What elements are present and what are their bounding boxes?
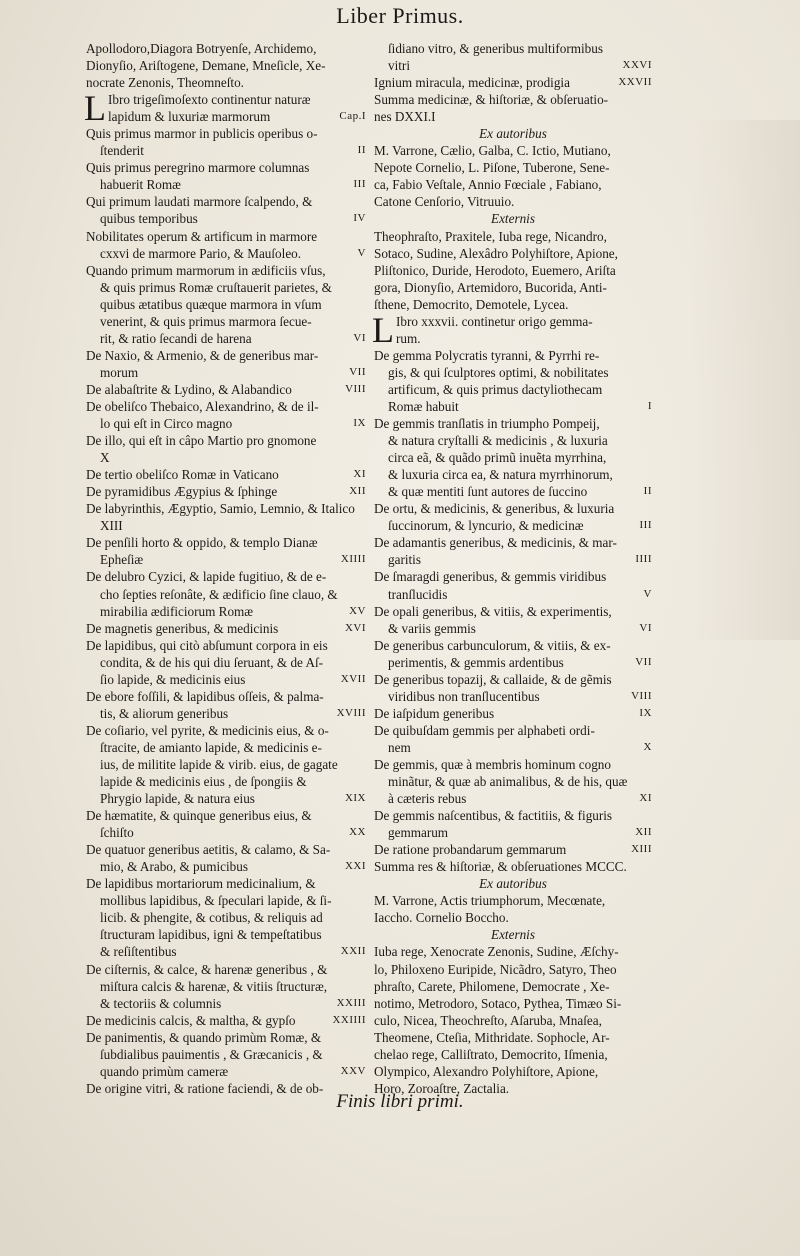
toc-line — [374, 858, 652, 875]
line-text: quibus temporibus — [100, 211, 198, 227]
line-text: vitri — [388, 58, 410, 74]
line-text: Qui primum laudati marmore ſcalpendo, & — [86, 194, 313, 210]
toc-line — [86, 568, 366, 585]
toc-line — [374, 688, 652, 705]
toc-line — [86, 142, 366, 159]
line-text: ius, de militite lapide & virib. eius, de gagate — [100, 756, 338, 772]
toc-line — [86, 1029, 366, 1046]
line-text: miſtura calcis & harenæ, & vitiis ſtructuræ, — [100, 978, 328, 994]
line-text: Ignium miracula, medicinæ, prodigia — [374, 75, 570, 91]
toc-line — [86, 909, 366, 926]
toc-line — [374, 466, 652, 483]
toc-line — [86, 654, 366, 671]
right-column — [374, 40, 652, 1097]
toc-line — [86, 926, 366, 943]
toc-line — [374, 500, 652, 517]
chapter-number: XII — [635, 826, 652, 839]
line-text: circa eã, & quãdo primũ inuẽta myrrhina, — [388, 450, 607, 466]
toc-line — [86, 671, 366, 688]
line-text: à cæteris rebus — [388, 791, 467, 807]
line-text: Ibro trigeſimoſexto continentur naturæ — [108, 92, 311, 108]
line-text: Pliſtonico, Duride, Herodoto, Euemero, Ariſta — [374, 262, 616, 278]
toc-line — [374, 620, 652, 637]
chapter-number: XXVII — [618, 76, 652, 89]
line-text: De generibus topazij, & callaide, & de gẽmis — [374, 671, 612, 687]
line-text: viridibus non tranſlucentibus — [388, 688, 540, 704]
toc-line — [86, 773, 366, 790]
toc-line — [86, 739, 366, 756]
line-text: Summa res & hiſtoriæ, & obſeruationes MCCC. — [374, 859, 627, 875]
chapter-number: XXIIII — [332, 1013, 366, 1026]
line-text: De obeliſco Thebaico, Alexandrino, & de il- — [86, 398, 319, 414]
toc-line — [86, 398, 366, 415]
toc-line — [86, 245, 366, 262]
toc-line — [374, 978, 652, 995]
line-text: nem — [388, 739, 411, 755]
toc-line — [86, 449, 366, 466]
line-text: De illo, qui eſt in câpo Martio pro gnomone — [86, 433, 317, 449]
line-text: De lapidibus, qui citò abſumunt corpora in eis — [86, 637, 328, 653]
chapter-number: Cap.I — [339, 110, 366, 123]
chapter-number: IV — [353, 212, 366, 225]
chapter-number: XII — [349, 485, 366, 498]
line-text: & tectoriis & columnis — [100, 995, 222, 1011]
line-text: De delubro Cyzici, & lapide fugitiuo, & de e- — [86, 569, 327, 585]
drop-capital: L — [372, 309, 394, 350]
line-text: mollibus lapidibus, & ſpeculari lapide, & ſi- — [100, 893, 332, 909]
line-text: Iuba rege, Xenocrate Zenonis, Sudine, Æſchy- — [374, 944, 619, 960]
toc-line — [86, 705, 366, 722]
line-text: De opali generibus, & vitiis, & experimentis, — [374, 603, 612, 619]
chapter-number: IX — [353, 417, 366, 430]
toc-line — [374, 841, 652, 858]
toc-line — [86, 347, 366, 364]
line-text: De ciſternis, & calce, & harenæ generibus , & — [86, 961, 328, 977]
toc-line — [86, 790, 366, 807]
chapter-number: XXII — [340, 945, 366, 958]
toc-line — [374, 381, 652, 398]
toc-line — [374, 296, 652, 313]
line-text: Apollodoro,Diagora Botryenſe, Archidemo, — [86, 41, 317, 56]
chapter-number: IIII — [635, 553, 652, 566]
line-text: ſchiſto — [100, 825, 134, 841]
line-text: habuerit Romæ — [100, 177, 181, 193]
toc-line — [86, 620, 366, 637]
toc-line — [374, 790, 652, 807]
line-text: & natura cryſtalli & medicinis , & luxuria — [388, 433, 608, 449]
line-text: De generibus carbunculorum, & vitiis, & ex- — [374, 637, 611, 653]
toc-line — [374, 705, 652, 722]
line-text: De coſiario, vel pyrite, & medicinis eius, & o- — [86, 722, 329, 738]
line-text: gora, Dionyſio, Artemidoro, Bucorida, Anti- — [374, 279, 607, 295]
line-text: ca, Fabio Veſtale, Annio Fœciale , Fabiano, — [374, 177, 602, 193]
chapter-number: XVIII — [336, 706, 366, 719]
toc-line — [86, 262, 366, 279]
toc-line — [86, 159, 366, 176]
chapter-number: II — [643, 485, 652, 498]
chapter-number: VI — [353, 331, 366, 344]
toc-line — [374, 654, 652, 671]
toc-line — [86, 57, 366, 74]
toc-line — [86, 415, 366, 432]
toc-line — [86, 1063, 366, 1080]
toc-line — [86, 193, 366, 210]
toc-line — [86, 517, 366, 534]
line-text: Olympico, Alexandro Polyhiſtore, Apione, — [374, 1063, 599, 1079]
line-text: De medicinis calcis, & maltha, & gypſo — [86, 1012, 296, 1028]
line-text: perimentis, & gemmis ardentibus — [388, 654, 564, 670]
line-text: lo, Philoxeno Euripide, Nicãdro, Satyro, Theo — [374, 961, 617, 977]
toc-line — [374, 108, 652, 125]
toc-line — [374, 449, 652, 466]
line-text: Quis primus marmor in publicis operibus o- — [86, 126, 318, 142]
line-text: Externis — [491, 927, 535, 943]
toc-line — [86, 432, 366, 449]
line-text: De adamantis generibus, & medicinis, & mar- — [374, 535, 617, 551]
toc-line — [86, 824, 366, 841]
line-text: De ortu, & medicinis, & generibus, & luxuria — [374, 501, 615, 517]
line-text: ſtructuram lapidibus, igni & tempeſtatibus — [100, 927, 322, 943]
line-text: Quando primum marmorum in ædificiis vſus, — [86, 262, 326, 278]
line-text: gemmarum — [388, 825, 449, 841]
toc-line — [86, 108, 366, 125]
toc-line — [86, 943, 366, 960]
line-text: ſtenderit — [100, 143, 144, 159]
line-text: De ratione probandarum gemmarum — [374, 842, 567, 858]
line-text: rit, & ratio ſecandi de harena — [100, 330, 252, 346]
line-text: & luxuria circa ea, & natura myrrhinorum, — [388, 467, 613, 483]
line-text: X — [100, 450, 110, 466]
line-text: De panimentis, & quando primùm Romæ, & — [86, 1029, 322, 1045]
line-text: & quis primus Romæ cruſtauerit parietes, & — [100, 279, 332, 295]
chapter-number: IX — [639, 706, 652, 719]
chapter-number: II — [357, 144, 366, 157]
toc-line — [86, 176, 366, 193]
toc-line — [86, 892, 366, 909]
line-text: ſubdialibus pauimentis , & Græcanicis , & — [100, 1046, 323, 1062]
toc-line — [374, 773, 652, 790]
toc-line — [374, 756, 652, 773]
toc-line — [86, 1046, 366, 1063]
chapter-number: V — [643, 587, 652, 600]
toc-line — [374, 892, 652, 909]
toc-line — [86, 807, 366, 824]
line-text: De pyramidibus Ægypius & ſphinge — [86, 484, 278, 500]
line-text: lapidum & luxuriæ marmorum — [108, 109, 271, 125]
line-text: Ex autoribus — [479, 876, 547, 892]
chapter-number: XXI — [344, 860, 366, 873]
toc-line — [374, 1012, 652, 1029]
toc-line — [86, 40, 366, 57]
toc-line — [374, 432, 652, 449]
toc-line — [86, 722, 366, 739]
toc-line — [374, 228, 652, 245]
toc-line — [374, 125, 652, 142]
toc-line — [374, 142, 652, 159]
chapter-number: I — [647, 399, 652, 412]
toc-line — [86, 125, 366, 142]
toc-line — [374, 671, 652, 688]
line-text: & quæ mentiti ſunt autores de ſuccino — [388, 484, 588, 500]
line-text: licib. & phengite, & cotibus, & reliquis ad — [100, 910, 323, 926]
chapter-number: VII — [349, 365, 366, 378]
line-text: rum. — [396, 330, 421, 346]
line-text: ſuccinorum, & lyncurio, & medicinæ — [388, 518, 584, 534]
line-text: Epheſiæ — [100, 552, 144, 568]
chapter-number: VII — [635, 655, 652, 668]
toc-line — [374, 824, 652, 841]
line-text: Phrygio lapide, & natura eius — [100, 791, 255, 807]
line-text: quando primùm cameræ — [100, 1063, 229, 1079]
toc-line — [86, 858, 366, 875]
toc-line — [374, 74, 652, 91]
chapter-number: XI — [639, 792, 652, 805]
line-text: culo, Nicea, Theochreſto, Aſaruba, Mnaſea, — [374, 1012, 602, 1028]
toc-line — [86, 500, 366, 517]
toc-line — [86, 364, 366, 381]
toc-line — [86, 466, 366, 483]
line-text: De gemmis, quæ à membris hominum cogno — [374, 756, 611, 772]
line-text: & variis gemmis — [388, 620, 476, 636]
line-text: XIII — [100, 518, 123, 534]
line-text: lapide & medicinis eius , de ſpongiis & — [100, 774, 307, 790]
toc-line — [86, 756, 366, 773]
toc-line — [374, 961, 652, 978]
line-text: chelao rege, Calliſtrato, Democrito, Iſmenia, — [374, 1046, 608, 1062]
toc-line — [86, 210, 366, 227]
line-text: Nepote Cornelio, L. Piſone, Tuberone, Sene- — [374, 160, 610, 176]
running-head: Liber Primus. — [336, 3, 464, 28]
line-text: ſio lapide, & medicinis eius — [100, 671, 246, 687]
toc-line — [86, 603, 366, 620]
toc-line — [374, 1046, 652, 1063]
line-text: Externis — [491, 211, 535, 227]
line-text: De origine vitri, & ratione faciendi, & de ob- — [86, 1080, 324, 1096]
line-text: Ex autoribus — [479, 126, 547, 142]
line-text: Nobilitates operum & artificum in marmore — [86, 228, 318, 244]
toc-line — [86, 586, 366, 603]
line-text: De gemmis naſcentibus, & factitiis, & figuris — [374, 808, 613, 824]
line-text: quibus ætatibus quæque marmora in vſum — [100, 296, 322, 312]
toc-line — [374, 91, 652, 108]
line-text: cho ſepties reſonâte, & ædificio ſine clauo, & — [100, 586, 338, 602]
line-text: ſthene, Democrito, Demotele, Lycea. — [374, 296, 569, 312]
toc-line — [374, 568, 652, 585]
toc-line — [374, 534, 652, 551]
line-text: gis, & qui ſculptores optimi, & nobilitates — [388, 364, 609, 380]
toc-line — [374, 637, 652, 654]
line-text: M. Varrone, Actis triumphorum, Mecœnate, — [374, 893, 606, 909]
chapter-number: VI — [639, 621, 652, 634]
line-text: Horo, Zoroaſtre, Zactalia. — [374, 1080, 510, 1096]
toc-line — [86, 313, 366, 330]
toc-line — [374, 262, 652, 279]
chapter-number: XVII — [340, 672, 366, 685]
chapter-number: XV — [349, 604, 366, 617]
toc-line — [374, 1029, 652, 1046]
chapter-number: V — [357, 246, 366, 259]
line-text: De alabaſtrite & Lydino, & Alabandico — [86, 381, 292, 397]
toc-line — [374, 586, 652, 603]
toc-line — [374, 926, 652, 943]
toc-line — [374, 245, 652, 262]
toc-line — [374, 995, 652, 1012]
line-text: Sotaco, Sudine, Alexâdro Polyhiſtore, Apione, — [374, 245, 618, 261]
toc-line — [374, 210, 652, 227]
chapter-number: VIII — [345, 382, 366, 395]
drop-capital: L — [84, 88, 106, 129]
toc-line — [374, 875, 652, 892]
toc-line — [374, 517, 652, 534]
line-text: tranſlucidis — [388, 586, 448, 602]
chapter-number: XIX — [344, 792, 366, 805]
toc-line — [86, 961, 366, 978]
line-text: Summa medicinæ, & hiſtoriæ, & obſeruatio- — [374, 92, 609, 108]
line-text: Catone Cenſorio, Vitruuio. — [374, 194, 515, 210]
line-text: M. Varrone, Cælio, Galba, C. Ictio, Mutiano, — [374, 143, 611, 159]
line-text: minãtur, & quæ ab animalibus, & de his, quæ — [388, 774, 628, 790]
line-text: condita, & de his qui diu ſeruant, & de Aſ- — [100, 654, 324, 670]
toc-line — [86, 74, 366, 91]
line-text: artificum, & quis primus dactyliothecam — [388, 381, 603, 397]
toc-line — [86, 875, 366, 892]
toc-line — [86, 688, 366, 705]
line-text: cxxvi de marmore Pario, & Mauſoleo. — [100, 245, 302, 261]
line-text: Iaccho. Cornelio Boccho. — [374, 910, 509, 926]
toc-line — [374, 57, 652, 74]
page-stain — [690, 120, 800, 640]
chapter-number: III — [639, 519, 652, 532]
line-text: Quis primus peregrino marmore columnas — [86, 160, 310, 176]
line-text: Theophraſto, Praxitele, Iuba rege, Nicandro, — [374, 228, 607, 244]
line-text: mio, & Arabo, & pumicibus — [100, 859, 248, 875]
line-text: Ibro xxxvii. continetur origo gemma- — [396, 313, 593, 329]
line-text: Theomene, Cteſia, Mithridate. Sophocle, Ar- — [374, 1029, 610, 1045]
toc-line — [86, 296, 366, 313]
chapter-number: XI — [353, 468, 366, 481]
toc-line — [86, 330, 366, 347]
toc-line — [374, 943, 652, 960]
chapter-number: XIII — [631, 843, 652, 856]
toc-line — [374, 40, 652, 57]
line-text: ſidiano vitro, & generibus multiformibus — [388, 41, 604, 56]
toc-line — [374, 722, 652, 739]
toc-line — [374, 159, 652, 176]
line-text: De Naxio, & Armenio, & de generibus mar- — [86, 347, 319, 363]
line-text: nocrate Zenonis, Theomneſto. — [86, 75, 244, 91]
line-text: tis, & aliorum generibus — [100, 705, 229, 721]
line-text: De lapidibus mortariorum medicinalium, & — [86, 876, 316, 892]
toc-line — [86, 279, 366, 296]
toc-line — [374, 483, 652, 500]
chapter-number: XXVI — [622, 59, 652, 72]
line-text: De ſmaragdi generibus, & gemmis viridibus — [374, 569, 607, 585]
toc-line — [374, 603, 652, 620]
toc-line — [86, 1012, 366, 1029]
line-text: lo qui eſt in Circo magno — [100, 416, 233, 432]
line-text: phraſto, Carete, Philomene, Democrate , Xe- — [374, 978, 610, 994]
toc-line — [86, 534, 366, 551]
toc-line — [374, 398, 652, 415]
line-text: De labyrinthis, Ægyptio, Samio, Lemnio, & Italico — [86, 501, 355, 517]
line-text: Romæ habuit — [388, 398, 459, 414]
toc-line — [374, 551, 652, 568]
chapter-number: XXIII — [336, 996, 366, 1009]
toc-line — [86, 841, 366, 858]
toc-line — [374, 176, 652, 193]
line-text: De gemma Polycratis tyranni, & Pyrrhi re- — [374, 347, 600, 363]
toc-line — [86, 228, 366, 245]
toc-line — [86, 381, 366, 398]
line-text: venerint, & quis primus marmora ſecue- — [100, 313, 312, 329]
toc-line — [86, 551, 366, 568]
chapter-number: X — [643, 740, 652, 753]
line-text: De iaſpidum generibus — [374, 705, 495, 721]
left-column — [86, 40, 366, 1097]
line-text: ſtracite, de amianto lapide, & medicinis e- — [100, 739, 322, 755]
toc-line — [374, 330, 652, 347]
toc-line — [374, 364, 652, 381]
line-text: De gemmis tranſlatis in triumpho Pompeij, — [374, 416, 600, 432]
line-text: mirabilia ædificiorum Romæ — [100, 603, 254, 619]
toc-line — [374, 739, 652, 756]
line-text: morum — [100, 364, 139, 380]
line-text: De penſili horto & oppido, & templo Dianæ — [86, 535, 318, 551]
line-text: Dionyſio, Ariſtogene, Demane, Mneſicle, Xe- — [86, 58, 326, 74]
toc-line — [86, 483, 366, 500]
line-text: De tertio obeliſco Romæ in Vaticano — [86, 467, 279, 483]
toc-line — [374, 909, 652, 926]
line-text: & reſiſtentibus — [100, 944, 177, 960]
line-text: garitis — [388, 552, 421, 568]
toc-line — [86, 995, 366, 1012]
toc-line — [374, 193, 652, 210]
chapter-number: XXV — [340, 1064, 366, 1077]
line-text: De ebore foſſili, & lapidibus oſſeis, & palma- — [86, 688, 324, 704]
line-text: De magnetis generibus, & medicinis — [86, 620, 279, 636]
toc-line — [86, 637, 366, 654]
toc-line — [86, 978, 366, 995]
toc-line — [374, 347, 652, 364]
toc-line — [374, 1063, 652, 1080]
explicit: Finis libri primi. — [336, 1091, 464, 1112]
chapter-number: XIIII — [340, 553, 366, 566]
line-text: De quatuor generibus aetitis, & calamo, & Sa- — [86, 842, 331, 858]
chapter-number: III — [353, 178, 366, 191]
toc-line — [374, 807, 652, 824]
line-text: nes DXXI.I — [374, 109, 436, 125]
chapter-number: XVI — [344, 621, 366, 634]
chapter-number: XX — [349, 826, 366, 839]
line-text: De hæmatite, & quinque generibus eius, & — [86, 808, 312, 824]
chapter-number: VIII — [631, 689, 652, 702]
line-text: De quibuſdam gemmis per alphabeti ordi- — [374, 722, 595, 738]
toc-line — [374, 279, 652, 296]
toc-line — [374, 415, 652, 432]
line-text: notimo, Metrodoro, Sotaco, Pythea, Timæo Si- — [374, 995, 622, 1011]
